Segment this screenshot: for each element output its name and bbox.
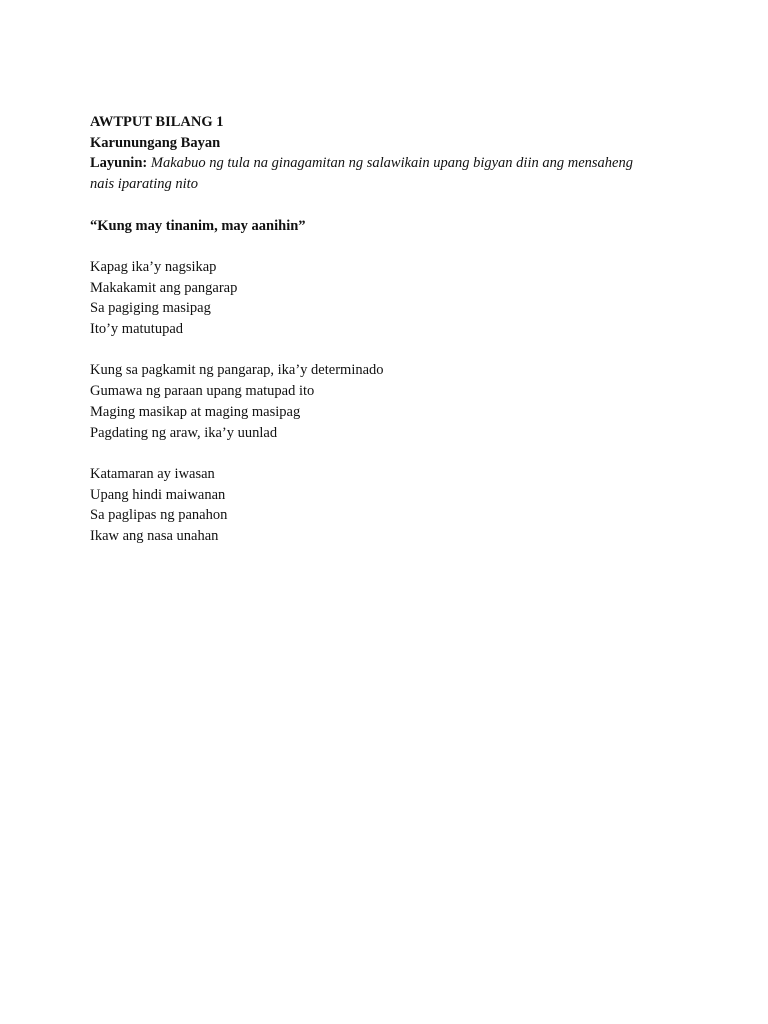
objective-text-line2: nais iparating nito bbox=[90, 176, 198, 193]
poem-line: Upang hindi maiwanan bbox=[90, 486, 226, 503]
poem-line: Pagdating ng araw, ika’y uunlad bbox=[90, 424, 278, 441]
objective-text-line1: Makabuo ng tula na ginagamitan ng salawikain upang bigyan diin ang mensaheng bbox=[150, 155, 633, 172]
spacer bbox=[90, 236, 710, 257]
document-page bbox=[90, 112, 710, 547]
objective-label: Layunin: bbox=[90, 155, 148, 172]
stanza-2 bbox=[90, 360, 710, 443]
poem-line: Gumawa ng paraan upang matupad ito bbox=[90, 383, 315, 400]
poem-line: Kapag ika’y nagsikap bbox=[90, 258, 217, 275]
document-subheading: Karunungang Bayan bbox=[90, 134, 221, 151]
poem-line: Sa paglipas ng panahon bbox=[90, 507, 228, 524]
stanza-1 bbox=[90, 257, 710, 340]
poem-line: Ito’y matutupad bbox=[90, 321, 184, 337]
spacer bbox=[90, 443, 710, 464]
poem-line: Kung sa pagkamit ng pangarap, ika’y determinado bbox=[90, 362, 384, 379]
poem-line: Katamaran ay iwasan bbox=[90, 465, 215, 482]
stanza-3 bbox=[90, 464, 710, 547]
spacer bbox=[90, 195, 710, 216]
poem-line: Makakamit ang pangarap bbox=[90, 279, 238, 296]
objective bbox=[90, 153, 710, 174]
spacer bbox=[90, 340, 710, 361]
poem-title: “Kung may tinanim, may aanihin” bbox=[90, 217, 306, 234]
poem-line: Maging masikap at maging masipag bbox=[90, 403, 301, 420]
poem-line: Ikaw ang nasa unahan bbox=[90, 528, 219, 544]
poem-line: Sa pagiging masipag bbox=[90, 300, 211, 317]
document-heading: AWTPUT BILANG 1 bbox=[90, 114, 224, 130]
